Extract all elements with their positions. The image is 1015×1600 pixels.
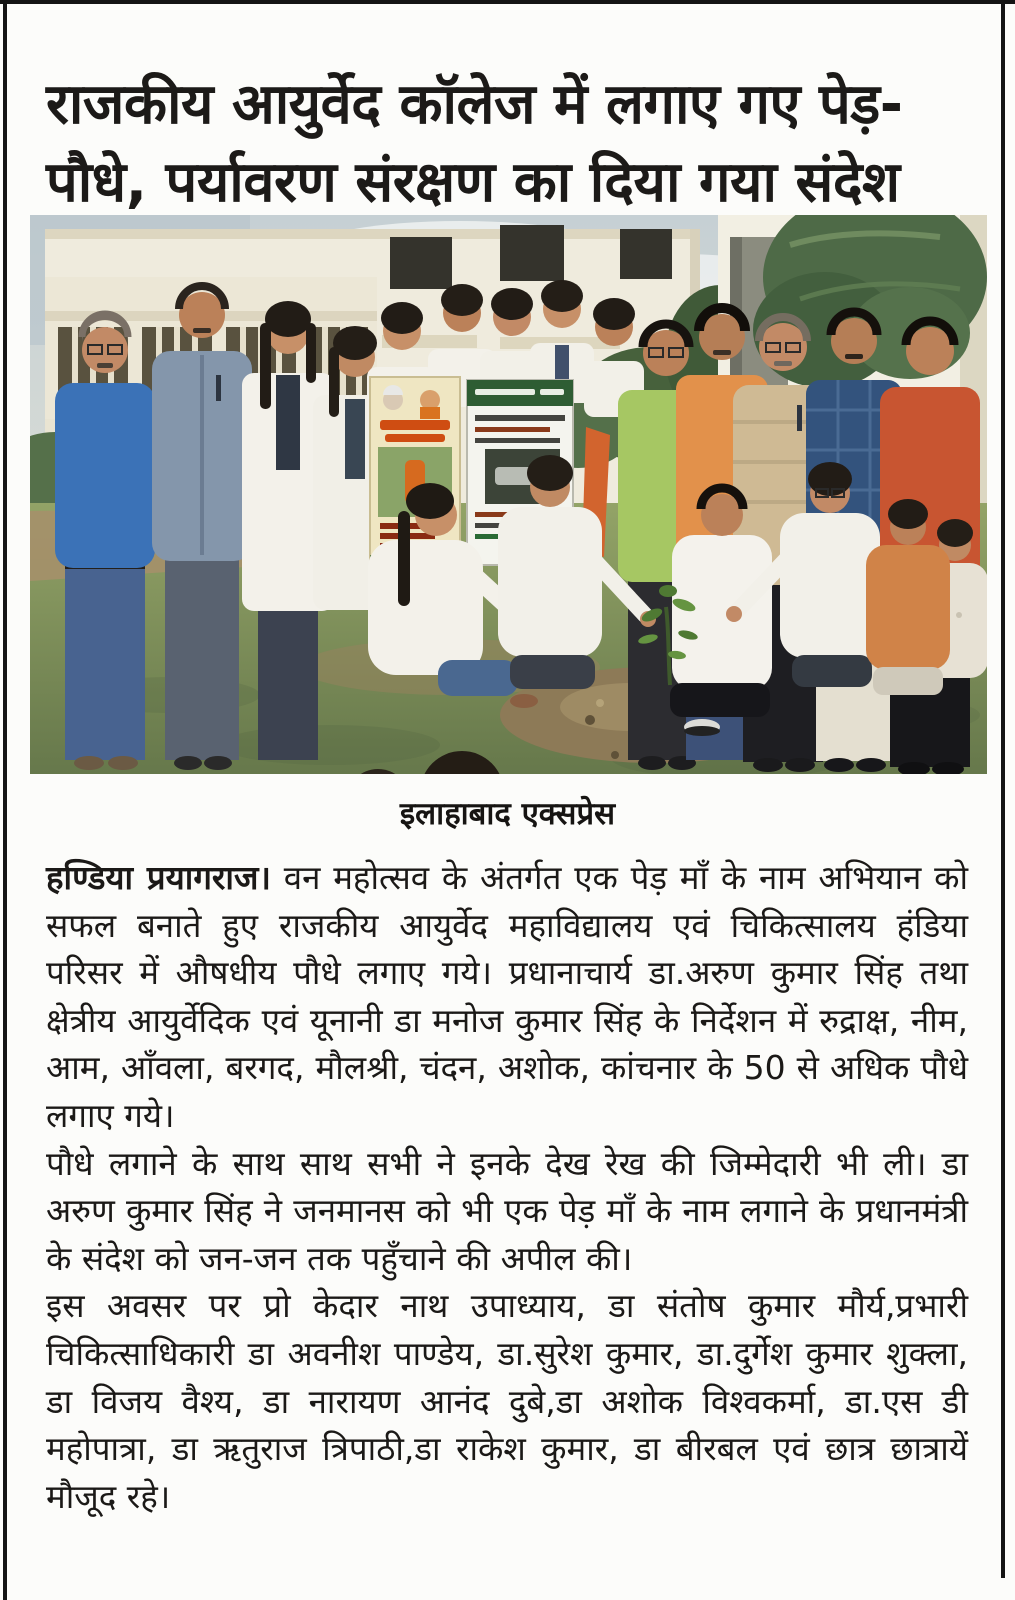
article-headline: [46, 66, 980, 222]
article-photo: [30, 215, 987, 774]
paragraph-1: [46, 854, 968, 1140]
right-column-rule: [1001, 0, 1005, 1578]
paragraph-2: पौधे लगाने के साथ साथ सभी ने इनके देख रेख की जिम्मेदारी भी ली। डा अरुण कुमार सिंह ने जनमानस को भी एक पेड़ माँ के नाम लगाने के प्रधानमंत्री के संदेश को जन-जन तक पहुँचाने की अपील की।: [46, 1143, 968, 1278]
top-rule: [0, 0, 1015, 4]
article-body: [46, 854, 968, 1520]
photo-scene: [30, 215, 987, 774]
byline: इलाहाबाद एक्सप्रेस: [399, 796, 616, 832]
headline-line-2: पौधे, पर्यावरण संरक्षण का दिया गया संदेश: [46, 149, 900, 215]
headline-line-1: राजकीय आयुर्वेद कॉलेज में लगाए गए पेड़-: [46, 71, 903, 137]
campaign-banner-left: [370, 377, 460, 567]
paragraph-3: इस अवसर पर प्रो केदार नाथ उपाध्याय, डा संतोष कुमार मौर्य,प्रभारी चिकित्साधिकारी डा अवनीश पाण्डेय, डा.सुरेश कुमार, डा.दुर्गेश कुमार शुक्ला, डा विजय वैश्य, डा नारायण आनंद दुबे,डा अशोक विश्वकर्मा, डा.एस डी महोपात्रा, डा ऋतुराज त्रिपाठी,डा राकेश कुमार, डा बीरबल एवं छात्र छात्रायें मौजूद रहे।: [46, 1286, 968, 1516]
paragraph-1-text: वन महोत्सव के अंतर्गत एक पेड़ माँ के नाम अभियान को सफल बनाते हुए राजकीय आयुर्वेद महाविद्यालय एवं चिकित्सालय हंडिया परिसर में औषधीय पौधे लगाए गये। प्रधानाचार्य डा.अरुण कुमार सिंह तथा क्षेत्रीय आयुर्वेदिक एवं यूनानी डा मनोज कुमार सिंह के निर्देशन में रुद्राक्ष, नीम, आम, आँवला, बरगद, मौलश्री, चंदन, अशोक, कांचनार के 50 से अधिक पौधे लगाए गये।: [46, 858, 968, 1135]
man-gray-shirt: [152, 286, 252, 770]
dateline: हण्डिया प्रयागराज।: [46, 858, 271, 897]
